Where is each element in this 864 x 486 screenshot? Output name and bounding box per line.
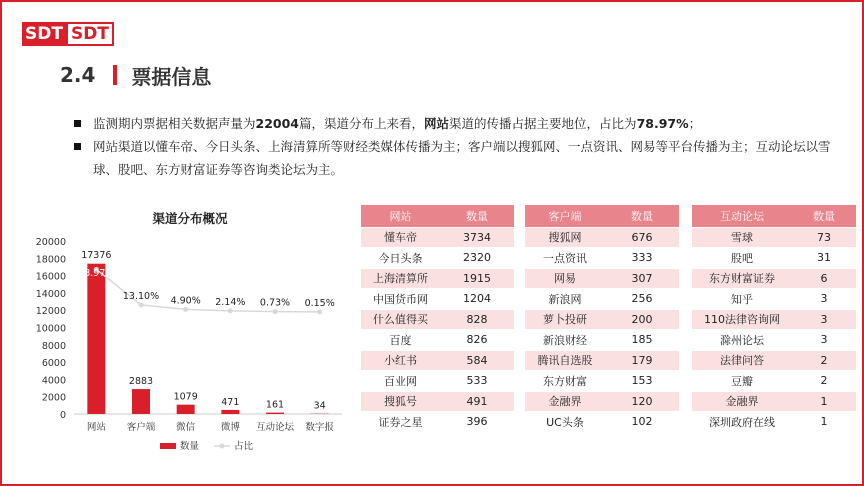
table-header: 数量 <box>792 205 856 227</box>
table-cell-count: 2 <box>792 371 856 392</box>
y-tick-label: 16000 <box>35 271 66 283</box>
table-cell-name: 中国货币网 <box>361 289 440 310</box>
table-cell-count: 1915 <box>440 268 514 289</box>
table-cell-name: 新浪网 <box>525 289 605 310</box>
chart-svg <box>30 205 350 465</box>
bar-value-label: 1079 <box>173 391 198 403</box>
y-tick-label: 8000 <box>41 340 66 352</box>
table-cell-name: 雪球 <box>692 227 792 248</box>
table-cell-count: 491 <box>440 391 514 412</box>
table-cell-count: 31 <box>792 248 856 269</box>
forum-table <box>692 205 856 433</box>
table-cell-count: 256 <box>605 289 679 310</box>
y-tick-label: 10000 <box>35 323 66 335</box>
table-cell-count: 676 <box>605 227 679 248</box>
table-cell-name: 搜狐号 <box>361 391 440 412</box>
table-header: 互动论坛 <box>692 205 792 227</box>
table-row <box>692 391 856 412</box>
table-cell-name: 滁州论坛 <box>692 330 792 351</box>
table-row <box>361 309 514 330</box>
y-tick-label: 14000 <box>35 288 66 300</box>
table-row <box>525 371 679 392</box>
table-cell-count: 179 <box>605 350 679 371</box>
bullet-text-segment: 网站渠道以懂车帝、今日头条、上海清算所等财经类媒体传播为主；客户端以搜狐网、一点资讯、网易等平台传播为主；互动论坛以雪球、股吧、东方财富证券等咨询类论坛为主。 <box>93 139 831 177</box>
table-cell-name: UC头条 <box>525 412 605 433</box>
table-cell-count: 3 <box>792 330 856 351</box>
table-header: 数量 <box>440 205 514 227</box>
bullet-square-icon <box>74 143 81 150</box>
table-cell-count: 828 <box>440 309 514 330</box>
x-category-label: 客户端 <box>126 422 156 433</box>
section-title: 票据信息 <box>131 64 212 89</box>
table-row <box>525 268 679 289</box>
bullet-text-segment: 篇，渠道分布上来看， <box>299 116 425 131</box>
table-row <box>361 248 514 269</box>
x-category-label: 微博 <box>220 422 240 433</box>
table-cell-count: 73 <box>792 227 856 248</box>
table-row <box>692 350 856 371</box>
bar-value-label: 161 <box>265 399 285 411</box>
percent-point <box>228 308 233 313</box>
table-cell-count: 1 <box>792 391 856 412</box>
y-tick-label: 12000 <box>35 306 66 318</box>
table-cell-name: 证券之星 <box>361 412 440 433</box>
percent-point <box>317 309 322 314</box>
legend-bar-label: 数量 <box>180 441 200 452</box>
table-cell-count: 533 <box>440 371 514 392</box>
table-row <box>525 350 679 371</box>
table-row <box>692 248 856 269</box>
percent-value-label: 0.15% <box>304 297 335 309</box>
section-number: 2.4 <box>60 63 96 87</box>
table-cell-name: 百度 <box>361 330 440 351</box>
table-row <box>361 227 514 248</box>
table-row <box>525 330 679 351</box>
table-row <box>692 330 856 351</box>
percent-point <box>139 302 144 307</box>
table-row <box>692 309 856 330</box>
table-cell-name: 网易 <box>525 268 605 289</box>
table-cell-name: 金融界 <box>692 391 792 412</box>
bar-value-label: 471 <box>221 396 240 408</box>
percent-value-label: 13.10% <box>122 290 160 302</box>
table-cell-name: 上海清算所 <box>361 268 440 289</box>
y-tick-label: 4000 <box>41 375 66 387</box>
table-cell-name: 小红书 <box>361 350 440 371</box>
table-cell-count: 1 <box>792 412 856 433</box>
bar-value-label: 34 <box>313 400 326 412</box>
percent-point <box>183 307 188 312</box>
table-row <box>525 227 679 248</box>
table-row <box>692 227 856 248</box>
percent-value-label: 0.73% <box>259 297 291 309</box>
table-cell-name: 法律问答 <box>692 350 792 371</box>
bullet-text <box>93 112 701 135</box>
table-row <box>361 391 514 412</box>
table-header: 网站 <box>361 205 440 227</box>
table-cell-name: 懂车帝 <box>361 227 440 248</box>
y-tick-label: 20000 <box>35 237 66 248</box>
bar-value-label: 17376 <box>81 250 112 261</box>
legend-line-marker <box>220 444 225 449</box>
table-row <box>525 309 679 330</box>
table-row <box>361 330 514 351</box>
section-divider <box>113 65 117 85</box>
table-row <box>692 371 856 392</box>
bar <box>266 413 284 414</box>
summary-bullets <box>74 112 834 181</box>
table-row <box>361 289 514 310</box>
percent-value-label: 4.90% <box>170 295 201 307</box>
x-category-label: 微信 <box>176 422 196 433</box>
table-cell-count: 120 <box>605 391 679 412</box>
bullet-item <box>74 135 834 181</box>
website-table <box>361 205 514 433</box>
bullet-item <box>74 112 834 135</box>
table-row <box>361 350 514 371</box>
logo-part-2: SDT <box>66 22 114 46</box>
bullet-text-segment: 渠道的传播占据主要地位，占比为 <box>449 116 637 131</box>
table-cell-count: 584 <box>440 350 514 371</box>
table-cell-name: 搜狐网 <box>525 227 605 248</box>
table-cell-name: 110法律咨询网 <box>692 309 792 330</box>
table-cell-name: 新浪财经 <box>525 330 605 351</box>
bullet-text-segment: 78.97% <box>636 116 689 131</box>
bar <box>87 264 105 414</box>
bar-value-label: 2883 <box>128 376 154 388</box>
table-row <box>525 289 679 310</box>
table-cell-name: 萝卜投研 <box>525 309 605 330</box>
bar <box>221 410 239 414</box>
table-cell-count: 102 <box>605 412 679 433</box>
table-cell-name: 什么值得买 <box>361 309 440 330</box>
table-cell-count: 185 <box>605 330 679 351</box>
table-cell-name: 豆瓣 <box>692 371 792 392</box>
table-row <box>692 268 856 289</box>
table-row <box>692 412 856 433</box>
table-cell-name: 深圳政府在线 <box>692 412 792 433</box>
y-tick-label: 0 <box>59 410 66 421</box>
percent-value-label: 78.97% <box>78 268 115 279</box>
bar <box>177 405 195 414</box>
table-cell-count: 6 <box>792 268 856 289</box>
sdt-logo <box>22 22 114 46</box>
table-row <box>692 289 856 310</box>
bullet-text-segment: ； <box>688 116 702 131</box>
bar <box>132 389 150 414</box>
percent-value-label: 2.14% <box>215 296 246 308</box>
table-cell-count: 200 <box>605 309 679 330</box>
table-cell-count: 396 <box>440 412 514 433</box>
y-tick-label: 18000 <box>35 254 66 266</box>
table-cell-name: 知乎 <box>692 289 792 310</box>
section-heading <box>60 60 211 90</box>
bullet-text-segment: 监测期内票据相关数据声量为 <box>93 116 256 131</box>
table-row <box>361 371 514 392</box>
x-category-label: 网站 <box>86 422 106 433</box>
y-tick-label: 6000 <box>41 358 66 370</box>
table-cell-count: 2 <box>792 350 856 371</box>
bullet-text-segment: 网站 <box>424 116 450 131</box>
table-cell-name: 金融界 <box>525 391 605 412</box>
table-cell-name: 腾讯自选股 <box>525 350 605 371</box>
table-cell-count: 3 <box>792 289 856 310</box>
table-cell-count: 1204 <box>440 289 514 310</box>
table-cell-count: 826 <box>440 330 514 351</box>
table-cell-name: 今日头条 <box>361 248 440 269</box>
table-cell-count: 153 <box>605 371 679 392</box>
table-cell-count: 307 <box>605 268 679 289</box>
table-row <box>525 412 679 433</box>
x-category-label: 数字报 <box>305 422 334 433</box>
table-row <box>361 412 514 433</box>
table-cell-name: 东方财富 <box>525 371 605 392</box>
table-cell-name: 一点资讯 <box>525 248 605 269</box>
x-category-label: 互动论坛 <box>255 422 295 433</box>
logo-part-1: SDT <box>22 22 66 46</box>
table-row <box>361 268 514 289</box>
table-header: 数量 <box>605 205 679 227</box>
legend-line-label: 占比 <box>234 441 254 452</box>
table-cell-name: 股吧 <box>692 248 792 269</box>
table-cell-count: 3 <box>792 309 856 330</box>
table-cell-name: 百业网 <box>361 371 440 392</box>
table-row <box>525 391 679 412</box>
table-row <box>525 248 679 269</box>
bullet-square-icon <box>74 120 81 127</box>
percent-point <box>273 309 278 314</box>
table-header: 客户端 <box>525 205 605 227</box>
bullet-text-segment: 22004 <box>255 116 300 131</box>
table-cell-count: 2320 <box>440 248 514 269</box>
y-tick-label: 2000 <box>41 392 66 404</box>
table-cell-count: 3734 <box>440 227 514 248</box>
legend-bar-swatch <box>160 443 176 449</box>
channel-distribution-chart <box>30 205 350 465</box>
chart-title: 渠道分布概况 <box>152 211 228 226</box>
table-cell-name: 东方财富证券 <box>692 268 792 289</box>
table-cell-count: 333 <box>605 248 679 269</box>
client-table <box>525 205 679 433</box>
bullet-text <box>93 135 834 181</box>
